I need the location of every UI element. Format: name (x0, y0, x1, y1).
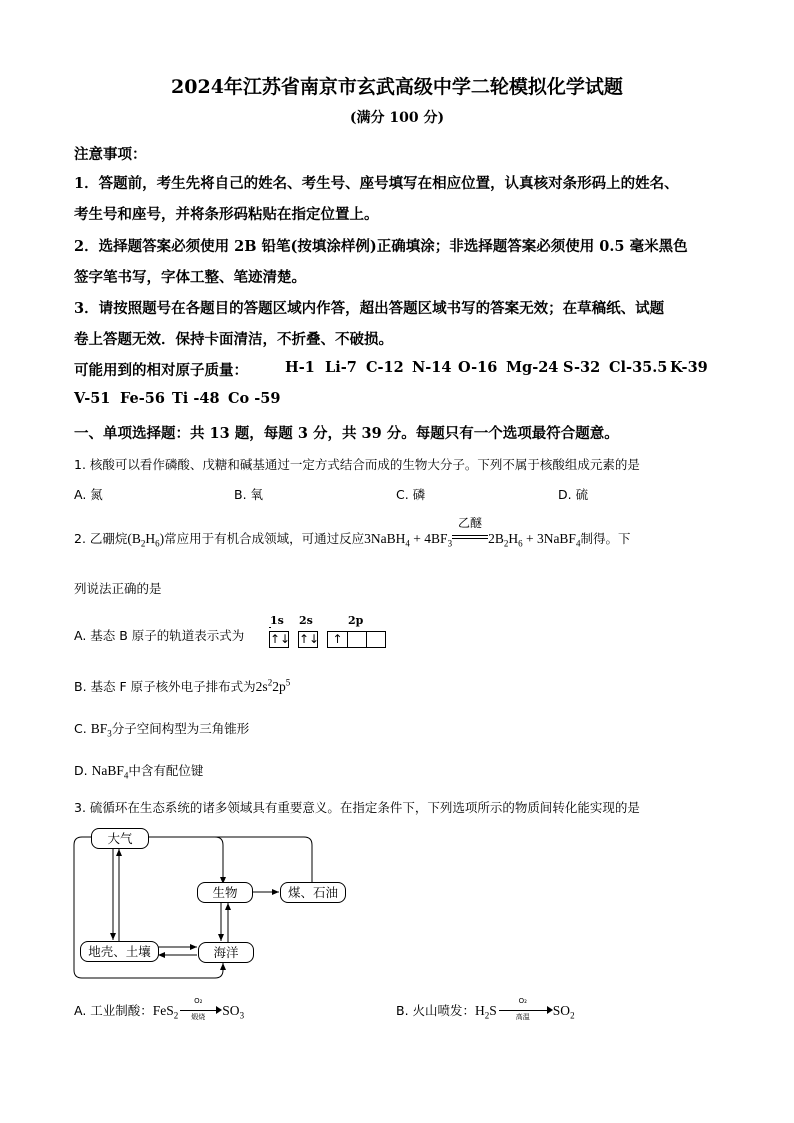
q2-stem-prefix: 2. 乙硼烷 (74, 531, 128, 546)
atomic-mass-mg: Mg-24 (506, 359, 559, 376)
node-coal-oil: 煤、石油 (280, 882, 346, 903)
q2-option-b-text: B. 基态 F 原子核外电子排布式为 (74, 679, 256, 694)
q3-option-a-reactant: FeS$_2$ (152, 1003, 179, 1021)
atomic-mass-n: N-14 (412, 359, 452, 376)
page-title: 2024年江苏省南京市玄武高级中学二轮模拟化学试题 (171, 76, 623, 98)
notice-heading: 注意事项： (74, 146, 147, 163)
orbital-label-2s: 2s (299, 614, 313, 627)
q3-option-a-product: $SO_3$ (222, 1003, 245, 1021)
q3-option-a-arrow (178, 996, 222, 1021)
notice-item-1-line-2: 考生号和座号，并将条形码粘贴在指定位置上。 (74, 206, 379, 223)
notice-item-3-line-2: 卷上答题无效．保持卡面清洁，不折叠、不破损。 (74, 331, 393, 348)
q2-reactants: 3NaBH$_4$ + $4BF_3$ (364, 531, 453, 549)
q3-option-b-cond-top: O₂ (518, 996, 527, 1005)
orbital-electrons-1s: ↑↓ (270, 632, 291, 646)
atomic-mass-c: C-12 (366, 359, 404, 376)
q2-option-b-config: $2s^22p^5$ (255, 677, 291, 694)
q3-option-b-reactant: $H_2S$ (475, 1003, 497, 1021)
atomic-mass-cl: Cl-35.5 (609, 359, 668, 376)
q3-option-a-prefix: A. 工业制酸： (74, 1003, 153, 1018)
notice-item-2-line-2: 签字笔书写，字体工整、笔迹清楚。 (74, 269, 306, 286)
atomic-mass-label: 可能用到的相对原子质量： (74, 362, 248, 379)
q1-stem: 1. 核酸可以看作磷酸、戊糖和碱基通过一定方式结合而成的生物大分子。下列不属于核酸组成元素的是 (74, 457, 640, 472)
node-crust-soil: 地壳、土壤 (80, 941, 159, 962)
atomic-mass-v: V-51 (74, 390, 111, 407)
q3-option-b (396, 996, 575, 1021)
notice-item-1-line-1: 1．答题前，考生先将自己的姓名、考生号、座号填写在相应位置，认真核对条形码上的姓名、 (74, 175, 679, 192)
atomic-mass-s: S-32 (563, 359, 601, 376)
atomic-mass-k: K-39 (670, 359, 708, 376)
q2-option-d-text: 中含有配位键 (128, 763, 204, 778)
q2-formula-b2h6: $(B_2H_6)$ (127, 531, 165, 549)
q2-option-a-text: A. 基态 B 原子的轨道表示式为 (74, 628, 245, 643)
q2-stem-mid: 常应用于有机合成领域，可通过反应 (164, 531, 365, 546)
orbital-label-2p: 2p (348, 614, 364, 627)
notice-item-3-line-1: 3．请按照题号在各题目的答题区域内作答，超出答题区域书写的答案无效；在草稿纸、试题 (74, 300, 665, 317)
atomic-mass-li: Li-7 (325, 359, 357, 376)
atomic-mass-fe: Fe-56 (120, 390, 165, 407)
orbital-label-1s: 1s (270, 614, 284, 627)
page-subtitle: (满分 100 分) (349, 110, 445, 126)
orbital-electrons-2p: ↑ (332, 632, 343, 646)
q2-condition: 乙醚 (458, 515, 483, 530)
q3-option-b-product: $SO_2$ (552, 1003, 575, 1021)
section-heading: 一、单项选择题：共 13 题，每题 3 分，共 39 分。每题只有一个选项最符合题意。 (74, 425, 619, 442)
node-biology: 生物 (197, 882, 253, 903)
q2-stem-line-2: 列说法正确的是 (74, 581, 162, 596)
orbital-electrons-2s: ↑↓ (299, 632, 320, 646)
node-atmosphere: 大气 (91, 828, 149, 849)
q2-stem-suffix: 制得。下 (580, 531, 631, 546)
q3-stem: 3. 硫循环在生态系统的诸多领域具有重要意义。在指定条件下，下列选项所示的物质间转化能实现的是 (74, 800, 640, 815)
node-ocean: 海洋 (198, 942, 254, 963)
q2-option-c-formula: $BF_3$ (90, 721, 112, 739)
line-coal-to-atmosphere (147, 837, 312, 882)
q3-option-b-cond-bottom: 高温 (515, 1012, 530, 1021)
q1-option-d: D. 硫 (558, 487, 589, 502)
atomic-mass-h: H-1 (285, 359, 315, 376)
atomic-mass-ti: Ti -48 (172, 390, 220, 407)
q2-option-d-label: D. (74, 763, 92, 778)
q2-option-c-text: 分子空间构型为三角锥形 (111, 721, 250, 736)
q3-option-b-prefix: B. 火山喷发： (396, 1003, 476, 1018)
atomic-mass-o: O-16 (458, 359, 498, 376)
line-atmosphere-to-biology (147, 837, 223, 884)
q3-option-a (74, 996, 245, 1021)
q1-option-b: B. 氧 (234, 487, 264, 502)
q1-option-c: C. 磷 (396, 487, 426, 502)
q2-option-c-label: C. (74, 721, 91, 736)
q3-option-a-cond-top: O₂ (194, 996, 203, 1005)
atomic-mass-co: Co -59 (228, 390, 281, 407)
notice-item-2-line-1: 2．选择题答案必须使用 2B 铅笔(按填涂样例)正确填涂；非选择题答案必须使用 0.5 毫米黑色 (74, 238, 688, 255)
q3-option-b-arrow (497, 996, 553, 1021)
q3-option-a-cond-bottom: 煅烧 (191, 1012, 206, 1021)
q1-option-a: A. 氮 (74, 487, 103, 502)
q2-option-d-formula: NaBF$_4$ (91, 763, 129, 781)
q2-products: $2B_2H_6$ + 3NaBF$_4$ (488, 531, 581, 549)
